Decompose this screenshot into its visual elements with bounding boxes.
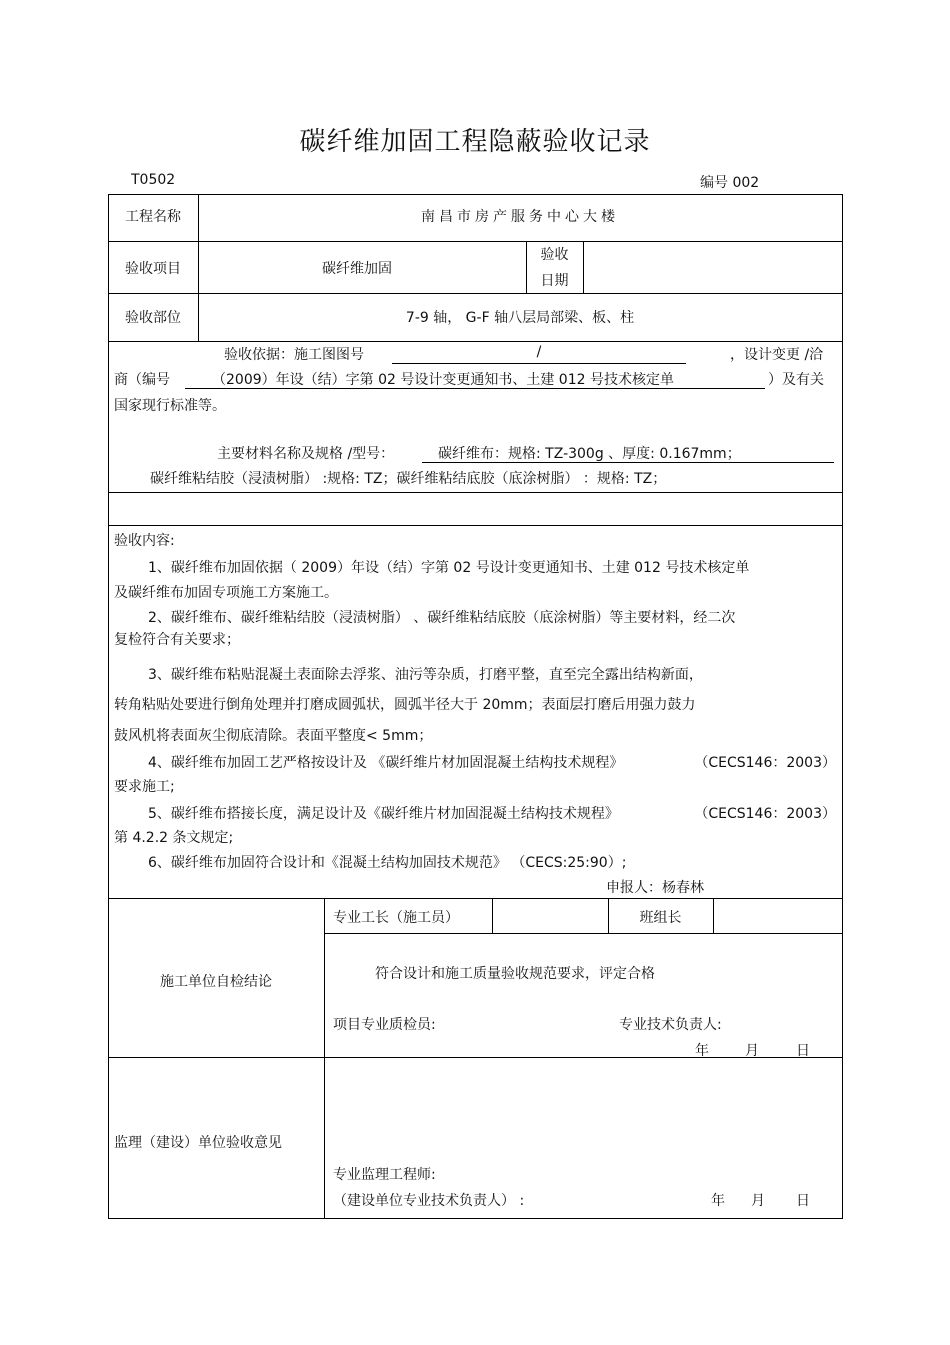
content-line: 第 4.2.2 条文规定; <box>114 830 234 846</box>
owner-tech-lead-label: （建设单位专业技术负责人） : <box>333 1193 525 1209</box>
technical-lead-label: 专业技术负责人: <box>619 1017 722 1033</box>
quality-inspector-label: 项目专业质检员: <box>333 1017 436 1033</box>
basis-line2-suffix: ）及有关 <box>768 372 824 388</box>
date-day: 日 <box>796 1193 810 1209</box>
material-label: 主要材料名称及规格 /型号： <box>217 446 395 462</box>
date-label-line1: 验收 <box>540 247 569 263</box>
inspection-item-value: 碳纤维加固 <box>322 261 392 277</box>
foreman-label: 专业工长（施工员） <box>333 910 459 926</box>
row-divider <box>108 525 843 526</box>
form-code: T0502 <box>131 172 176 188</box>
date-day: 日 <box>796 1043 810 1059</box>
date-year: 年 <box>695 1043 709 1059</box>
material-spec: 碳纤维布：规格: TZ-300g 、厚度: 0.167mm； <box>438 446 741 462</box>
col-divider <box>324 898 325 1218</box>
basis-line1-prefix: 验收依据：施工图图号 <box>224 347 364 363</box>
basis-line2-prefix: 商（编号 <box>114 372 170 388</box>
project-name-value: 南昌市房产服务中心大楼 <box>421 209 619 225</box>
supervision-label: 监理（建设）单位验收意见 <box>114 1135 282 1151</box>
date-month: 月 <box>751 1193 765 1209</box>
content-line: 4、碳纤维布加固工艺严格按设计及 《碳纤维片材加固混凝土结构技术规程》 <box>148 755 624 771</box>
table-border-left <box>108 194 109 1218</box>
content-heading: 验收内容: <box>114 533 175 549</box>
content-line: 复检符合有关要求； <box>114 632 240 648</box>
table-border-top <box>108 194 843 195</box>
col-divider <box>583 241 584 293</box>
inspection-location-label: 验收部位 <box>125 310 181 326</box>
content-line-standard: （CECS146：2003） <box>694 755 836 771</box>
fill-underline <box>422 462 834 463</box>
date-month: 月 <box>745 1043 759 1059</box>
row-divider <box>108 492 843 493</box>
applicant: 申报人：杨春林 <box>606 880 704 896</box>
content-line: 及碳纤维布加固专项施工方案施工。 <box>114 585 338 601</box>
page-title: 碳纤维加固工程隐蔽验收记录 <box>299 127 651 157</box>
table-border-bottom <box>108 1218 843 1219</box>
content-line: 要求施工; <box>114 779 175 795</box>
row-divider <box>108 293 843 294</box>
content-line: 3、碳纤维布粘贴混凝土表面除去浮浆、油污等杂质，打磨平整，直至完全露出结构新面， <box>148 667 703 683</box>
self-check-label: 施工单位自检结论 <box>160 974 272 990</box>
row-divider <box>108 898 843 899</box>
project-name-label: 工程名称 <box>125 209 181 225</box>
content-line: 6、碳纤维布加固符合设计和《混凝土结构加固技术规范》 （CECS:25:90）; <box>148 855 627 871</box>
inspection-location-value: 7-9 轴， G-F 轴八层局部梁、板、柱 <box>405 310 635 326</box>
date-year: 年 <box>711 1193 725 1209</box>
basis-line3: 国家现行标准等。 <box>114 398 226 414</box>
date-label-line2: 日期 <box>540 273 569 289</box>
row-divider <box>108 1057 843 1058</box>
design-change-number: （2009）年设（结）字第 02 号设计变更通知书、土建 012 号技术核定单 <box>212 372 674 388</box>
content-line: 1、碳纤维布加固依据（ 2009）年设（结）字第 02 号设计变更通知书、土建 012 号技术核定单 <box>148 560 750 576</box>
col-divider <box>713 898 714 933</box>
col-divider <box>492 898 493 933</box>
inspection-item-label: 验收项目 <box>125 261 181 277</box>
content-line-standard: （CECS146：2003） <box>694 806 836 822</box>
fill-underline <box>185 388 765 389</box>
content-line: 5、碳纤维布搭接长度，满足设计及《碳纤维片材加固混凝土结构技术规程》 <box>148 806 619 822</box>
serial-number: 编号 002 <box>700 175 760 191</box>
row-divider <box>108 241 843 242</box>
row-divider <box>108 341 843 342</box>
content-line: 2、碳纤维布、碳纤维粘结胶（浸渍树脂） 、碳纤维粘结底胶（底涂树脂）等主要材料，经二次 <box>148 610 736 626</box>
team-leader-label: 班组长 <box>639 910 682 926</box>
self-check-conclusion: 符合设计和施工质量验收规范要求，评定合格 <box>375 966 655 982</box>
supervision-engineer-label: 专业监理工程师: <box>333 1167 436 1183</box>
drawing-number: / <box>536 344 542 360</box>
table-border-right <box>842 194 843 1218</box>
content-line: 转角粘贴处要进行倒角处理并打磨成圆弧状，圆弧半径大于 20mm；表面层打磨后用强力鼓力 <box>114 697 696 713</box>
fill-underline <box>392 363 686 364</box>
adhesive-spec: 碳纤维粘结胶（浸渍树脂） :规格: TZ；碳纤维粘结底胶（底涂树脂） ：规格: TZ； <box>150 471 667 487</box>
basis-line1-suffix: ，设计变更 /洽 <box>730 347 824 363</box>
content-line: 鼓风机将表面灰尘彻底清除。表面平整度< 5mm； <box>114 728 433 744</box>
row-divider <box>324 933 843 934</box>
